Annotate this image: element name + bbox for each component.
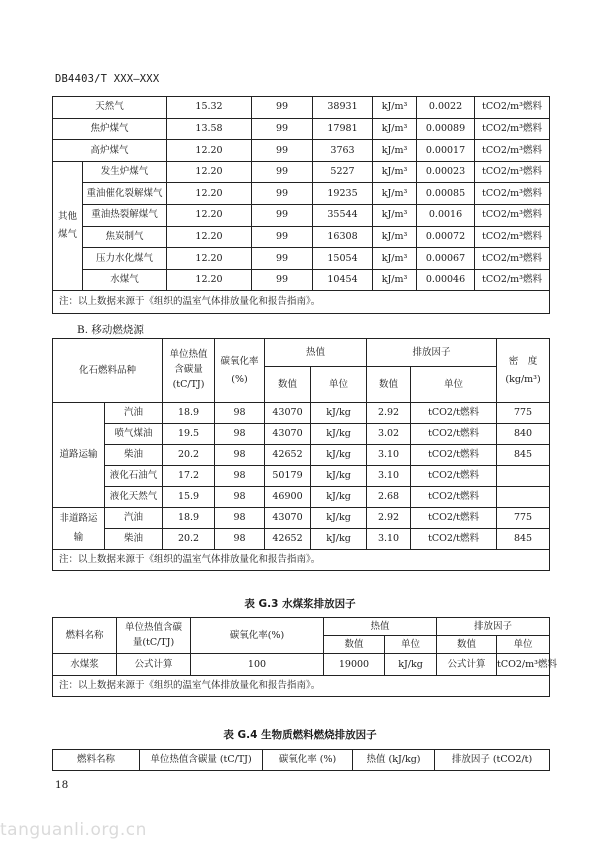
oxidation-cell: 99 <box>252 269 313 291</box>
factor-unit-cell: tCO2/m³燃料 <box>475 269 550 291</box>
table-row <box>53 118 550 140</box>
group-label-line: 煤气 <box>57 229 77 241</box>
factor-unit-cell: tCO2/m³燃料 <box>475 118 550 140</box>
heat-unit-cell: kJ/kg <box>311 508 367 529</box>
fuel-name-cell: 焦炭制气 <box>83 226 167 248</box>
carbon-cell: 12.20 <box>167 161 252 183</box>
oxidation-cell: 99 <box>252 248 313 270</box>
oxidation-cell: 100 <box>191 654 324 676</box>
biomass-fuel-table <box>52 749 550 771</box>
header-emission-factor: 排放因子 <box>437 618 550 636</box>
header-oxidation-rate: 碳氧化率(%) <box>191 618 324 654</box>
table-note: 注：以上数据来源于《组织的温室气体排放量化和报告指南》。 <box>53 676 550 697</box>
fuel-name-cell: 天然气 <box>53 97 167 119</box>
header-carbon-content: 单位热值含碳 量(tC/TJ) <box>117 618 191 654</box>
table-row <box>53 445 550 466</box>
factor-unit-cell: tCO2/t燃料 <box>411 529 497 550</box>
heat-value-cell: 42652 <box>265 445 311 466</box>
fuel-name-cell: 水煤气 <box>83 269 167 291</box>
watermark: tanguanli.org.cn <box>0 820 147 840</box>
factor-unit-cell: tCO2/m³燃料 <box>475 161 550 183</box>
heat-unit-cell: kJ/m³ <box>373 226 417 248</box>
fuel-name-cell: 重油热裂解煤气 <box>83 204 167 226</box>
factor-unit-cell: tCO2/t燃料 <box>411 403 497 424</box>
heat-value-cell: 46900 <box>265 487 311 508</box>
header-emission-number: 数值 <box>437 636 497 654</box>
heat-value-cell: 16308 <box>313 226 373 248</box>
oxidation-cell: 99 <box>252 140 313 162</box>
factor-value-cell: 0.00017 <box>417 140 475 162</box>
oxidation-cell: 99 <box>252 97 313 119</box>
oxidation-cell: 99 <box>252 226 313 248</box>
header-heat-value: 热值 (kJ/kg) <box>353 750 435 771</box>
heat-unit-cell: kJ/m³ <box>373 118 417 140</box>
fuel-name-cell: 液化天然气 <box>105 487 163 508</box>
heat-unit-cell: kJ/m³ <box>373 97 417 119</box>
fuel-name-cell: 汽油 <box>105 508 163 529</box>
factor-value-cell: 0.00067 <box>417 248 475 270</box>
oxidation-cell: 98 <box>215 529 265 550</box>
factor-value-cell: 0.0022 <box>417 97 475 119</box>
carbon-cell: 15.32 <box>167 97 252 119</box>
carbon-cell: 12.20 <box>167 140 252 162</box>
category-label-line: 非道路运 <box>59 513 98 525</box>
header-density: 密 度 (kg/m³) <box>497 339 550 403</box>
carbon-cell: 12.20 <box>167 248 252 270</box>
table-row <box>53 226 550 248</box>
heat-value-cell: 43070 <box>265 403 311 424</box>
carbon-cell: 13.58 <box>167 118 252 140</box>
fuel-name-cell: 重油催化裂解煤气 <box>83 183 167 205</box>
factor-unit-cell: tCO2/t燃料 <box>411 424 497 445</box>
heat-unit-cell: kJ/kg <box>311 529 367 550</box>
factor-value-cell: 2.68 <box>367 487 411 508</box>
mobile-combustion-table <box>52 338 550 571</box>
heat-unit-cell: kJ/m³ <box>373 204 417 226</box>
table-row <box>53 204 550 226</box>
document-code: DB4403/T XXX—XXX <box>55 73 160 85</box>
heat-value-cell: 42652 <box>265 529 311 550</box>
factor-unit-cell: tCO2/t燃料 <box>411 466 497 487</box>
table-row <box>53 161 550 183</box>
header-emission-factor: 排放因子 (tCO2/t) <box>435 750 550 771</box>
factor-unit-cell: tCO2/m³燃料 <box>475 204 550 226</box>
carbon-cell: 12.20 <box>167 269 252 291</box>
header-emission-unit: 单位 <box>497 636 550 654</box>
oxidation-cell: 98 <box>215 403 265 424</box>
table-row <box>53 403 550 424</box>
factor-value-cell: 3.10 <box>367 529 411 550</box>
table-row <box>53 487 550 508</box>
factor-value-cell: 0.0016 <box>417 204 475 226</box>
heat-unit-cell: kJ/kg <box>311 466 367 487</box>
transport-category-cell <box>53 508 105 550</box>
table-row <box>53 654 550 676</box>
heat-value-cell: 5227 <box>313 161 373 183</box>
density-cell: 775 <box>497 403 550 424</box>
header-fuel-type: 化石燃料品种 <box>53 339 163 403</box>
heat-unit-cell: kJ/kg <box>311 487 367 508</box>
fuel-name-cell: 汽油 <box>105 403 163 424</box>
carbon-cell: 18.9 <box>163 508 215 529</box>
heat-value-cell: 43070 <box>265 508 311 529</box>
heat-unit-cell: kJ/kg <box>311 445 367 466</box>
heat-value-cell: 19235 <box>313 183 373 205</box>
factor-unit-cell: tCO2/t燃料 <box>411 487 497 508</box>
oxidation-cell: 98 <box>215 445 265 466</box>
heat-value-cell: 35544 <box>313 204 373 226</box>
header-fuel-name: 燃料名称 <box>53 750 140 771</box>
category-label-line: 道路运输 <box>59 448 98 460</box>
oxidation-cell: 99 <box>252 161 313 183</box>
heat-unit-cell: kJ/m³ <box>373 183 417 205</box>
table-row <box>53 529 550 550</box>
factor-value-cell: 公式计算 <box>437 654 497 676</box>
fuel-name-cell: 柴油 <box>105 529 163 550</box>
oxidation-cell: 98 <box>215 466 265 487</box>
fuel-name-cell: 水煤浆 <box>53 654 117 676</box>
factor-value-cell: 0.00085 <box>417 183 475 205</box>
carbon-cell: 12.20 <box>167 226 252 248</box>
heat-unit-cell: kJ/m³ <box>373 269 417 291</box>
table-row <box>53 424 550 445</box>
carbon-cell: 12.20 <box>167 204 252 226</box>
heat-unit-cell: kJ/kg <box>385 654 437 676</box>
factor-value-cell: 0.00046 <box>417 269 475 291</box>
category-label-line: 输 <box>73 531 84 543</box>
density-cell: 845 <box>497 445 550 466</box>
density-cell: 845 <box>497 529 550 550</box>
heat-value-cell: 38931 <box>313 97 373 119</box>
carbon-cell: 12.20 <box>167 183 252 205</box>
heat-value-cell: 19000 <box>324 654 385 676</box>
carbon-cell: 20.2 <box>163 445 215 466</box>
carbon-cell: 公式计算 <box>117 654 191 676</box>
oxidation-cell: 98 <box>215 424 265 445</box>
carbon-cell: 15.9 <box>163 487 215 508</box>
heat-value-cell: 50179 <box>265 466 311 487</box>
header-heat-number: 数值 <box>324 636 385 654</box>
header-heat-unit: 单位 <box>385 636 437 654</box>
factor-value-cell: 3.02 <box>367 424 411 445</box>
header-heat-number: 数值 <box>265 367 311 403</box>
factor-value-cell: 2.92 <box>367 508 411 529</box>
heat-unit-cell: kJ/m³ <box>373 140 417 162</box>
carbon-cell: 18.9 <box>163 403 215 424</box>
fuel-name-cell: 焦炉煤气 <box>53 118 167 140</box>
factor-value-cell: 0.00072 <box>417 226 475 248</box>
density-cell <box>497 466 550 487</box>
factor-unit-cell: tCO2/m³燃料 <box>497 654 550 676</box>
table-row <box>53 140 550 162</box>
heat-unit-cell: kJ/kg <box>311 403 367 424</box>
header-oxidation-rate: 碳氧化率 (%) <box>263 750 353 771</box>
header-heat-unit: 单位 <box>311 367 367 403</box>
factor-unit-cell: tCO2/t燃料 <box>411 445 497 466</box>
factor-unit-cell: tCO2/m³燃料 <box>475 183 550 205</box>
density-cell: 775 <box>497 508 550 529</box>
fuel-name-cell: 柴油 <box>105 445 163 466</box>
table-row <box>53 97 550 119</box>
header-emission-factor: 排放因子 <box>367 339 497 367</box>
header-heat-value: 热值 <box>265 339 367 367</box>
heat-value-cell: 17981 <box>313 118 373 140</box>
factor-unit-cell: tCO2/m³燃料 <box>475 226 550 248</box>
factor-unit-cell: tCO2/m³燃料 <box>475 97 550 119</box>
transport-category-cell <box>53 403 105 508</box>
factor-value-cell: 0.00089 <box>417 118 475 140</box>
table-row <box>53 269 550 291</box>
heat-unit-cell: kJ/m³ <box>373 248 417 270</box>
table-note: 注：以上数据来源于《组织的温室气体排放量化和报告指南》。 <box>53 550 550 571</box>
density-cell <box>497 487 550 508</box>
table-row <box>53 183 550 205</box>
factor-unit-cell: tCO2/m³燃料 <box>475 140 550 162</box>
table-row <box>53 248 550 270</box>
table-caption: 表 G.4 生物质燃料燃烧排放因子 <box>223 729 377 741</box>
fuel-name-cell: 液化石油气 <box>105 466 163 487</box>
heat-value-cell: 10454 <box>313 269 373 291</box>
section-heading: B. 移动燃烧源 <box>77 324 144 336</box>
factor-value-cell: 3.10 <box>367 445 411 466</box>
page-number: 18 <box>55 779 69 791</box>
group-label-line: 其他 <box>57 211 77 223</box>
table-caption: 表 G.3 水煤浆排放因子 <box>244 598 356 610</box>
factor-value-cell: 0.00023 <box>417 161 475 183</box>
density-cell: 840 <box>497 424 550 445</box>
header-oxidation-rate: 碳氧化率 (%) <box>215 339 265 403</box>
heat-value-cell: 3763 <box>313 140 373 162</box>
header-emission-unit: 单位 <box>411 367 497 403</box>
oxidation-cell: 99 <box>252 118 313 140</box>
coal-water-slurry-table <box>52 617 557 697</box>
carbon-cell: 17.2 <box>163 466 215 487</box>
header-carbon-content: 单位热值 含碳量 (tC/TJ) <box>163 339 215 403</box>
carbon-cell: 20.2 <box>163 529 215 550</box>
fuel-name-cell: 喷气煤油 <box>105 424 163 445</box>
oxidation-cell: 98 <box>215 487 265 508</box>
gas-fuel-table <box>52 96 550 314</box>
factor-unit-cell: tCO2/t燃料 <box>411 508 497 529</box>
factor-value-cell: 3.10 <box>367 466 411 487</box>
oxidation-cell: 99 <box>252 183 313 205</box>
heat-unit-cell: kJ/m³ <box>373 161 417 183</box>
fuel-name-cell: 高炉煤气 <box>53 140 167 162</box>
heat-unit-cell: kJ/kg <box>311 424 367 445</box>
carbon-cell: 19.5 <box>163 424 215 445</box>
table-note: 注：以上数据来源于《组织的温室气体排放量化和报告指南》。 <box>53 291 550 314</box>
factor-value-cell: 2.92 <box>367 403 411 424</box>
table-row <box>53 466 550 487</box>
header-heat-value: 热值 <box>324 618 437 636</box>
table-row <box>53 508 550 529</box>
factor-unit-cell: tCO2/m³燃料 <box>475 248 550 270</box>
header-emission-number: 数值 <box>367 367 411 403</box>
fuel-name-cell: 压力水化煤气 <box>83 248 167 270</box>
fuel-name-cell: 发生炉煤气 <box>83 161 167 183</box>
heat-value-cell: 15054 <box>313 248 373 270</box>
oxidation-cell: 99 <box>252 204 313 226</box>
oxidation-cell: 98 <box>215 508 265 529</box>
header-fuel-name: 燃料名称 <box>53 618 117 654</box>
group-label-cell <box>53 161 83 291</box>
heat-value-cell: 43070 <box>265 424 311 445</box>
header-carbon-content: 单位热值含碳量 (tC/TJ) <box>140 750 263 771</box>
